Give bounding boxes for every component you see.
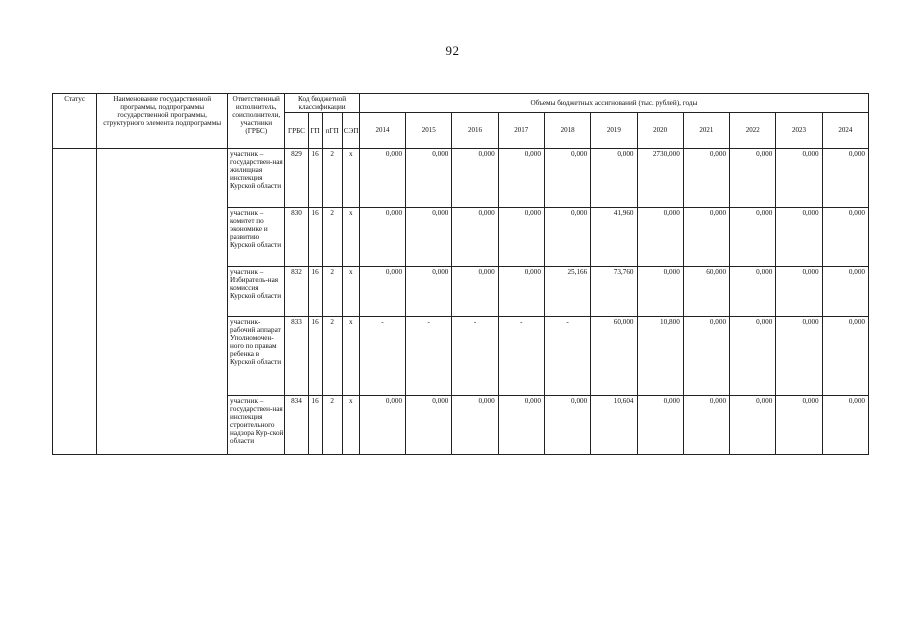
header-sep: СЭП: [342, 113, 359, 149]
value-cell: 0,000: [406, 149, 452, 208]
gp-cell: 16: [308, 396, 322, 455]
table-header: [53, 94, 869, 149]
value-cell: -: [406, 317, 452, 396]
value-cell: 0,000: [776, 317, 822, 396]
value-cell: 0,000: [730, 317, 776, 396]
value-cell: 0,000: [406, 267, 452, 317]
pgp-cell: 2: [322, 267, 342, 317]
value-cell: 0,000: [683, 149, 729, 208]
header-gp: ГП: [308, 113, 322, 149]
executor-cell: участник- рабочий аппарат Уполномочен-ного по правам ребенка в Курской области: [228, 317, 285, 396]
value-cell: 0,000: [406, 208, 452, 267]
header-year: 2023: [776, 113, 822, 149]
value-cell: 0,000: [498, 149, 544, 208]
value-cell: 0,000: [452, 267, 498, 317]
gp-cell: 16: [308, 317, 322, 396]
executor-cell: участник – государствен-ная инспекция строительного надзора Кур-ской области: [228, 396, 285, 455]
executor-cell: участник – государствен-ная жилищная инспекция Курской области: [228, 149, 285, 208]
value-cell: 0,000: [359, 149, 405, 208]
pgp-cell: 2: [322, 317, 342, 396]
value-cell: 0,000: [683, 396, 729, 455]
value-cell: 0,000: [730, 267, 776, 317]
value-cell: 0,000: [730, 208, 776, 267]
header-year: 2020: [637, 113, 683, 149]
grbs-cell: 832: [285, 267, 308, 317]
value-cell: 0,000: [591, 149, 637, 208]
value-cell: -: [359, 317, 405, 396]
budget-table: [52, 93, 869, 455]
value-cell: 25,166: [544, 267, 590, 317]
header-pgp: пГП: [322, 113, 342, 149]
status-cell: [53, 149, 97, 455]
gp-cell: 16: [308, 267, 322, 317]
value-cell: 0,000: [452, 149, 498, 208]
page-number: 92: [445, 43, 460, 58]
sep-cell: х: [342, 208, 359, 267]
value-cell: 10,800: [637, 317, 683, 396]
value-cell: 0,000: [822, 396, 868, 455]
header-year: 2022: [730, 113, 776, 149]
header-grbs: ГРБС: [285, 113, 308, 149]
header-volumes: Объемы бюджетных ассигнований (тыс. рублей), годы: [359, 94, 868, 113]
sep-cell: х: [342, 317, 359, 396]
header-year: 2019: [591, 113, 637, 149]
value-cell: 41,960: [591, 208, 637, 267]
value-cell: 0,000: [359, 208, 405, 267]
executor-cell: участник – комитет по экономике и развитию Курской области: [228, 208, 285, 267]
value-cell: 0,000: [776, 267, 822, 317]
gp-cell: 16: [308, 208, 322, 267]
table-row: [53, 149, 869, 208]
header-executor: Ответственный исполнитель, соисполнители, участники (ГРБС): [228, 94, 285, 149]
value-cell: 0,000: [498, 208, 544, 267]
header-year: 2021: [683, 113, 729, 149]
value-cell: 0,000: [730, 396, 776, 455]
value-cell: 0,000: [822, 208, 868, 267]
value-cell: 0,000: [776, 208, 822, 267]
value-cell: 0,000: [822, 149, 868, 208]
value-cell: 0,000: [406, 396, 452, 455]
header-year: 2015: [406, 113, 452, 149]
header-year: 2024: [822, 113, 868, 149]
value-cell: 0,000: [776, 149, 822, 208]
value-cell: 0,000: [776, 396, 822, 455]
header-budget-code: Код бюджетной классификации: [285, 94, 359, 113]
value-cell: 0,000: [359, 267, 405, 317]
value-cell: 0,000: [822, 267, 868, 317]
header-name: Наименование государственной программы, подпрограммы государственной программы, структурного элемента подпрограммы: [97, 94, 228, 149]
value-cell: 0,000: [359, 396, 405, 455]
value-cell: 0,000: [683, 317, 729, 396]
value-cell: 0,000: [730, 149, 776, 208]
pgp-cell: 2: [322, 396, 342, 455]
gp-cell: 16: [308, 149, 322, 208]
value-cell: 0,000: [498, 396, 544, 455]
value-cell: 0,000: [452, 208, 498, 267]
value-cell: 0,000: [822, 317, 868, 396]
header-year: 2017: [498, 113, 544, 149]
value-cell: 0,000: [637, 396, 683, 455]
value-cell: 2730,000: [637, 149, 683, 208]
value-cell: 0,000: [637, 208, 683, 267]
sep-cell: х: [342, 149, 359, 208]
value-cell: 60,000: [683, 267, 729, 317]
value-cell: -: [544, 317, 590, 396]
header-year: 2016: [452, 113, 498, 149]
value-cell: 0,000: [544, 149, 590, 208]
grbs-cell: 830: [285, 208, 308, 267]
header-year: 2018: [544, 113, 590, 149]
grbs-cell: 833: [285, 317, 308, 396]
value-cell: 0,000: [544, 208, 590, 267]
executor-cell: участник – Избиратель-ная комиссия Курской области: [228, 267, 285, 317]
value-cell: 60,000: [591, 317, 637, 396]
name-cell: [97, 149, 228, 455]
table-body: [53, 149, 869, 455]
value-cell: 0,000: [452, 396, 498, 455]
pgp-cell: 2: [322, 149, 342, 208]
value-cell: -: [452, 317, 498, 396]
header-year: 2014: [359, 113, 405, 149]
value-cell: -: [498, 317, 544, 396]
value-cell: 0,000: [498, 267, 544, 317]
header-status: Статус: [53, 94, 97, 149]
value-cell: 73,760: [591, 267, 637, 317]
value-cell: 0,000: [637, 267, 683, 317]
sep-cell: х: [342, 267, 359, 317]
value-cell: 0,000: [544, 396, 590, 455]
value-cell: 0,000: [683, 208, 729, 267]
pgp-cell: 2: [322, 208, 342, 267]
grbs-cell: 829: [285, 149, 308, 208]
grbs-cell: 834: [285, 396, 308, 455]
sep-cell: х: [342, 396, 359, 455]
value-cell: 10,604: [591, 396, 637, 455]
